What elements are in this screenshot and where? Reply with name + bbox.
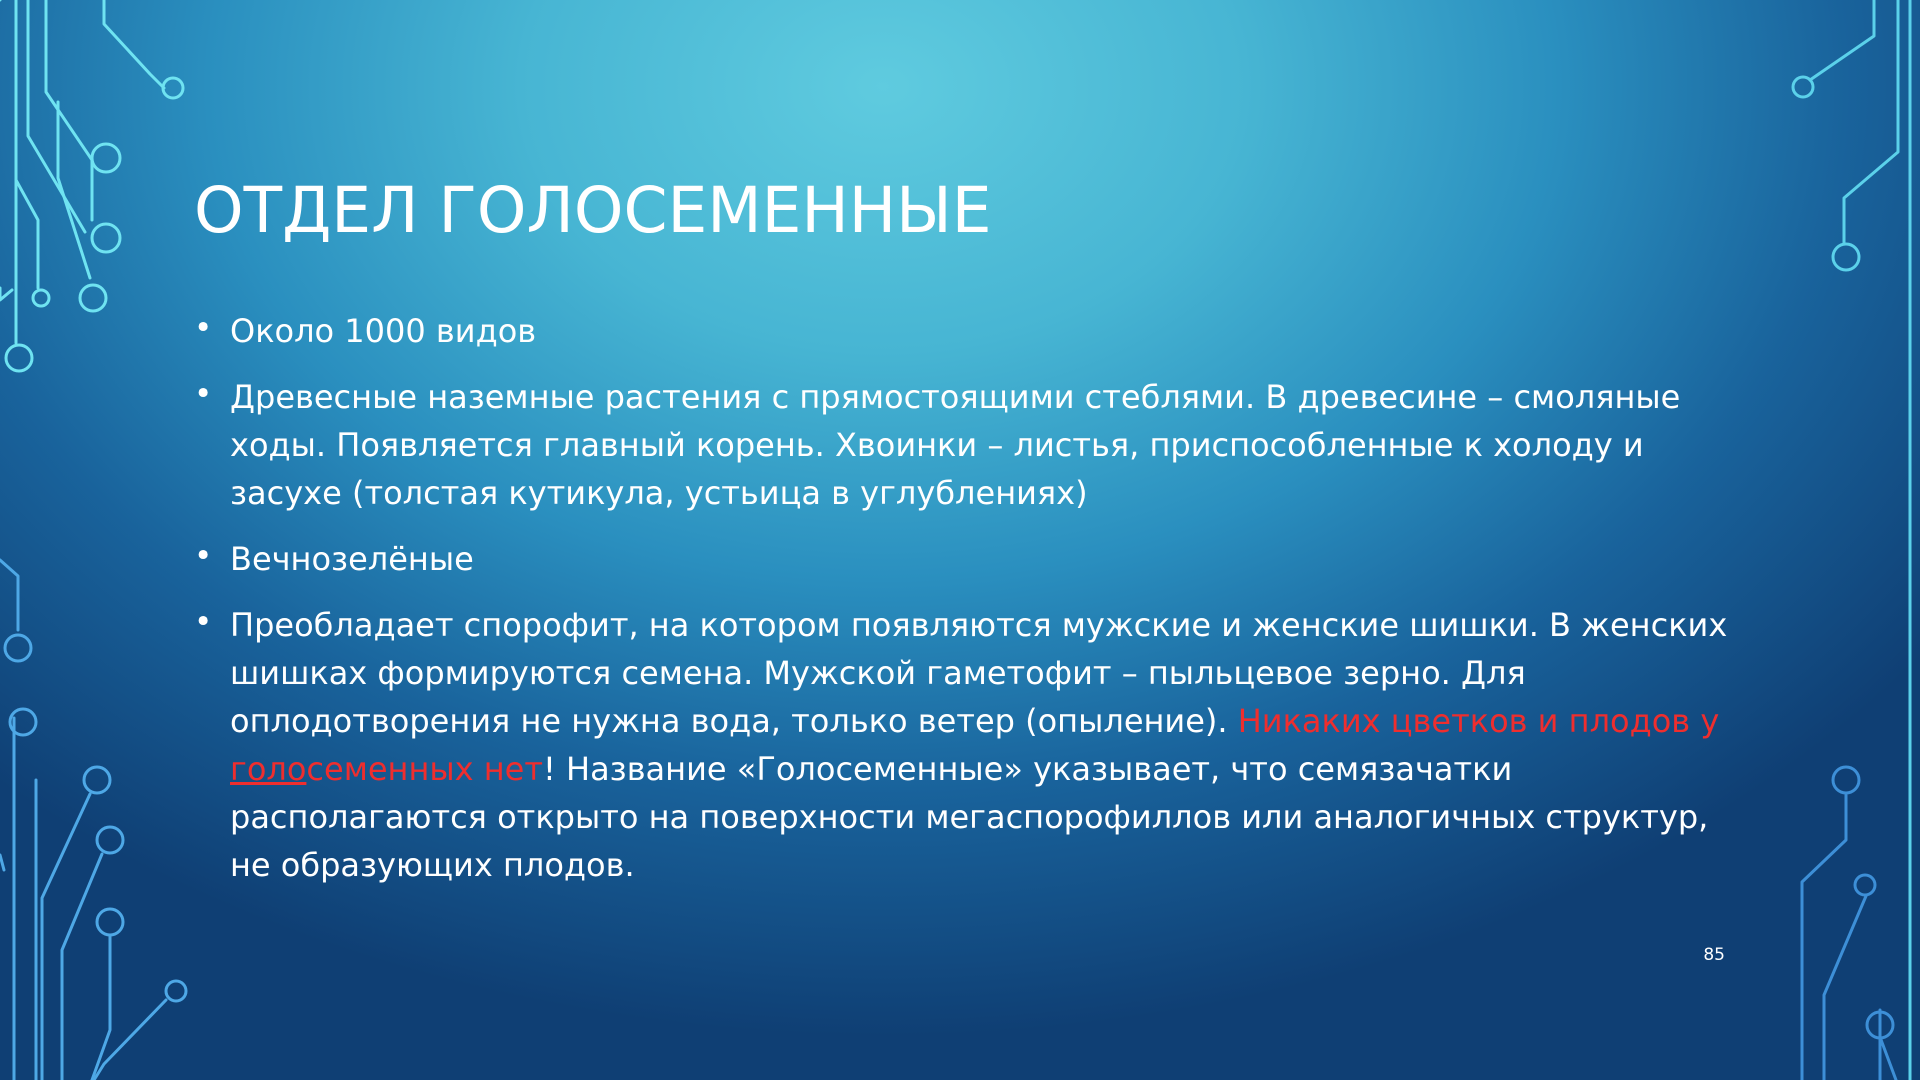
highlight-text: Никаких цветков и плодов у bbox=[1227, 702, 1720, 740]
bullet-text: Около 1000 видов bbox=[230, 312, 537, 350]
highlight-text: семенных нет bbox=[306, 750, 543, 788]
bullet-item-sporophyte bbox=[194, 601, 1754, 889]
circuit-top-left bbox=[0, 0, 183, 371]
bullet-text: Древесные наземные растения с прямостоящими стеблями. В древесине – смоляные ходы. Появляется главный корень. Хвоинки – листья, приспособленные к холоду и засухе (толстая кутикула, устьица в углублениях) bbox=[230, 378, 1681, 512]
bullet-item-species-count bbox=[194, 307, 1754, 355]
underlined-highlight: голо bbox=[230, 750, 307, 788]
bullet-marker: • bbox=[194, 538, 213, 574]
circuit-bottom-left bbox=[0, 560, 186, 1080]
slide-number: 85 bbox=[1703, 945, 1725, 965]
bullet-marker: • bbox=[194, 376, 213, 412]
bullet-marker: • bbox=[194, 604, 213, 640]
bullet-text-part: Преобладает спорофит, на котором появляются мужские и женские шишки. В женских шишках формируются семена. Мужской гаметофит – пыльцевое зерно. Для оплодотворения не нужна вода, только ветер (опыление). bbox=[230, 606, 1728, 740]
circuit-bottom-right bbox=[1802, 767, 1896, 1080]
bullet-rich-text bbox=[230, 601, 1754, 889]
bullet-list bbox=[194, 307, 1754, 907]
bullet-text: Вечнозелёные bbox=[230, 540, 474, 578]
circuit-top-right bbox=[1793, 0, 1910, 1080]
bullet-item-plant-description bbox=[194, 373, 1754, 517]
bullet-item-evergreen bbox=[194, 535, 1754, 583]
bullet-text-part: ! Название «Голосеменные» указывает, что семязачатки располагаются открыто на поверхности мегаспорофиллов или аналогичных структур, не образующих плодов. bbox=[230, 750, 1709, 884]
slide-title: ОТДЕЛ ГОЛОСЕМЕННЫЕ bbox=[194, 174, 992, 247]
bullet-marker: • bbox=[194, 310, 213, 346]
